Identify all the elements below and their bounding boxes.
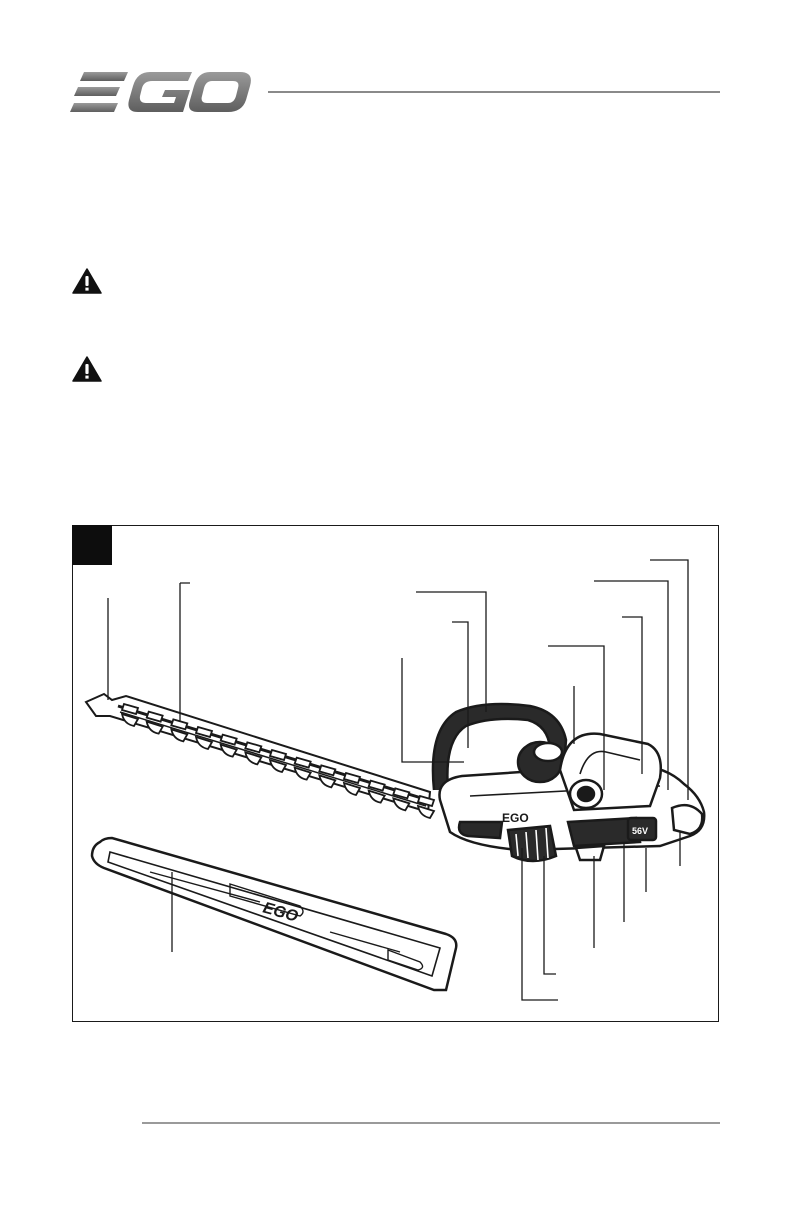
- blade-tooth: [418, 806, 434, 818]
- trimmer-head: [433, 704, 704, 861]
- callout-line-3: [416, 592, 486, 712]
- cover-logo: EGO: [260, 899, 300, 926]
- callout-line-2: [180, 583, 190, 722]
- callout-line-15: [544, 856, 556, 974]
- head-logo: EGO: [502, 811, 529, 825]
- callout-line-16: [522, 848, 558, 1000]
- footer-rule: [142, 1122, 720, 1124]
- battery-label: 56V: [632, 826, 649, 836]
